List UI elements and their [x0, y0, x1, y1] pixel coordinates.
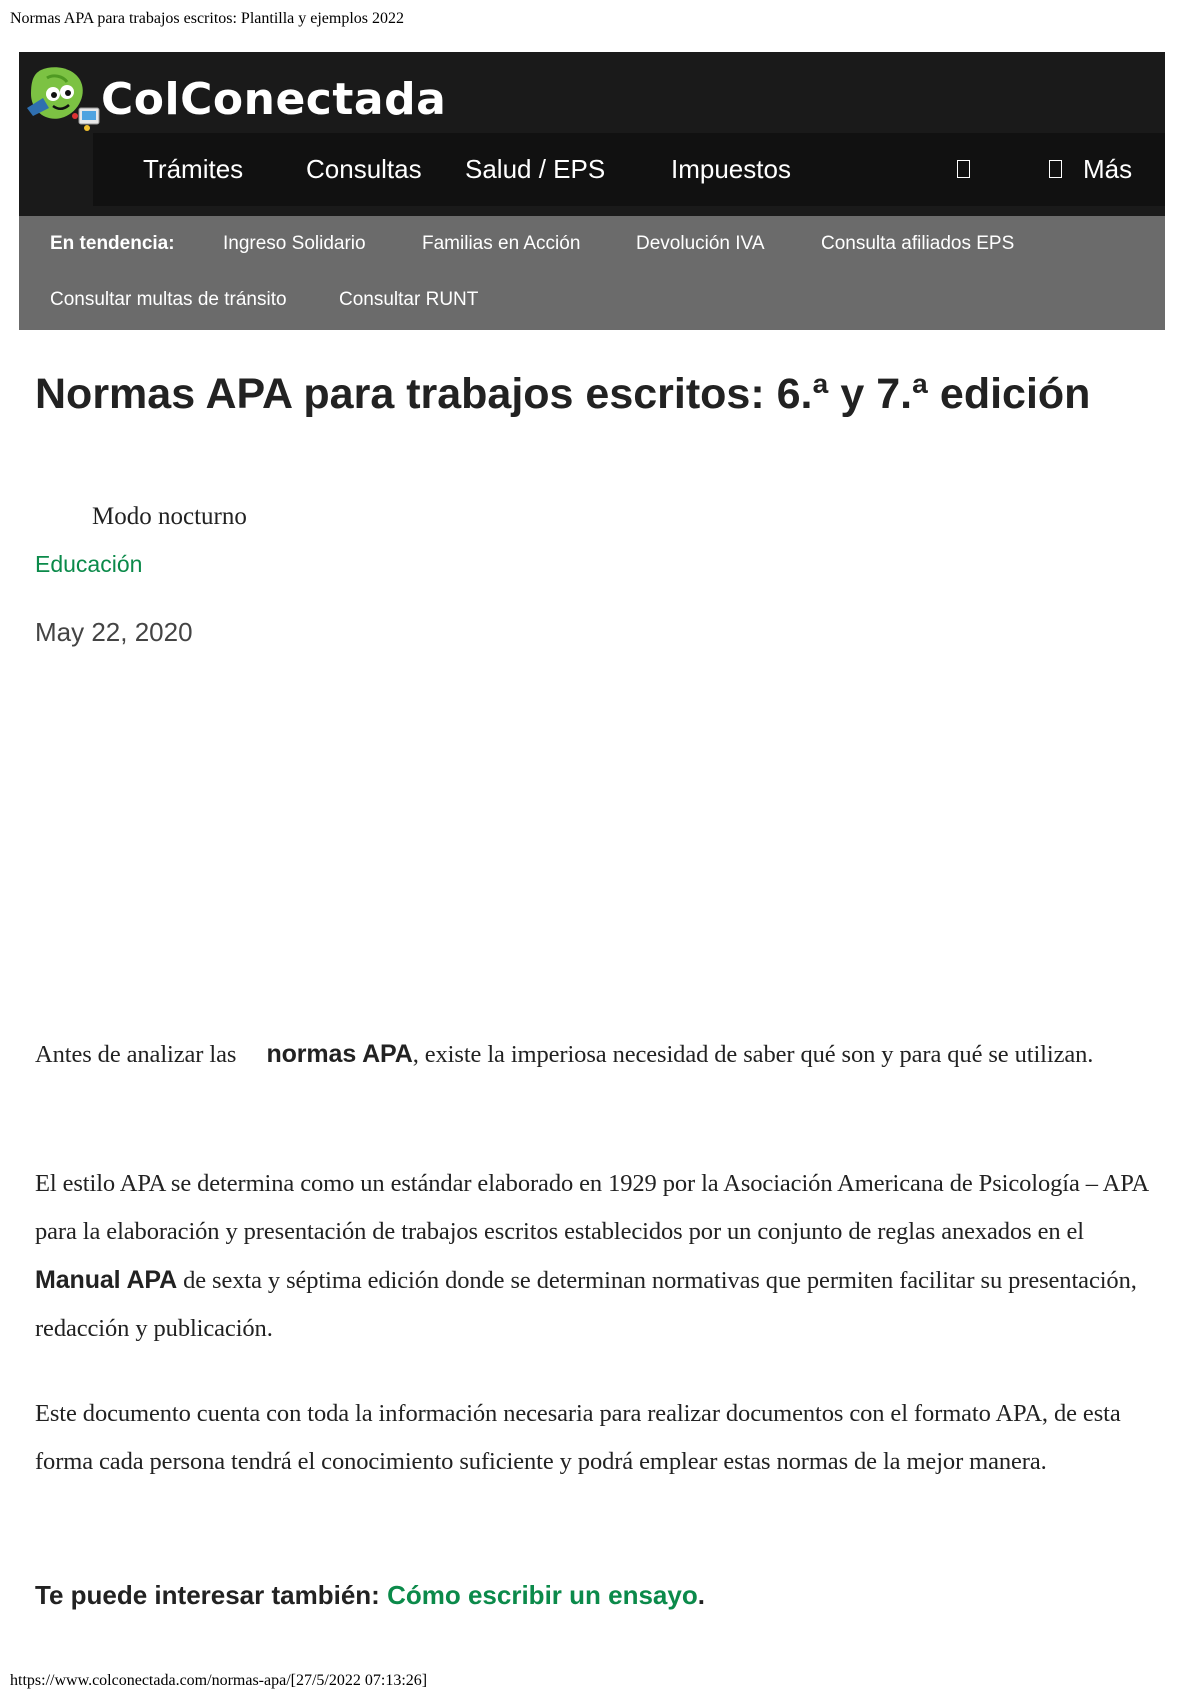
- trending-item-consultar-runt[interactable]: Consultar RUNT: [339, 289, 479, 310]
- nav-item-consultas[interactable]: Consultas: [306, 154, 422, 184]
- site-header: [19, 52, 1165, 216]
- article-category-link[interactable]: Educación: [35, 551, 143, 577]
- nav-item-impuestos[interactable]: Impuestos: [671, 154, 791, 184]
- trending-label: En tendencia:: [50, 233, 175, 254]
- paragraph-document-info: Este documento cuenta con toda la información necesaria para realizar documentos con el formato APA, de esta forma cada persona tendrá el conocimiento suficiente y podrá emplear estas normas de la mejor manera.: [35, 1400, 1121, 1475]
- paragraph-text: El estilo APA se determina como un estándar elaborado en 1929 por la Asociación Americana de Psicología – APA para la elaboración y presentación de trabajos escritos establecidos por un conjunto de reglas anexados en el: [35, 1170, 1148, 1245]
- related-article: [35, 1580, 705, 1611]
- trending-item-familias-en-accion[interactable]: Familias en Acción: [422, 233, 581, 254]
- trending-item-devolucion-iva[interactable]: Devolución IVA: [636, 233, 765, 254]
- post-date: May 22, 2020: [35, 617, 193, 647]
- paragraph-text: , existe la imperiosa necesidad de saber qué son y para qué se utilizan.: [412, 1041, 1094, 1068]
- paragraph-intro: [35, 1030, 1165, 1079]
- nav-more-button[interactable]: Más: [1083, 154, 1133, 184]
- menu-icon[interactable]: [1049, 160, 1062, 178]
- print-page-url: https://www.colconectada.com/normas-apa/[27/5/2022 07:13:26]: [10, 1672, 428, 1689]
- paragraph-text: de sexta y séptima edición donde se determinan normativas que permiten facilitar su presentación, redacción y publicación.: [35, 1267, 1137, 1342]
- article-title: Normas APA para trabajos escritos: 6.ª y 7.ª edición: [35, 370, 1091, 418]
- paragraph-apa-style: [35, 1160, 1165, 1353]
- site-logo[interactable]: [23, 64, 447, 134]
- trending-item-ingreso-solidario[interactable]: Ingreso Solidario: [223, 233, 366, 254]
- logo-mascot-icon: [23, 64, 103, 134]
- trending-item-consultar-multas[interactable]: Consultar multas de tránsito: [50, 289, 287, 310]
- strong-normas-apa: normas APA: [266, 1040, 413, 1068]
- search-icon[interactable]: [957, 160, 970, 178]
- trending-item-consulta-afiliados-eps[interactable]: Consulta afiliados EPS: [821, 233, 1015, 254]
- trending-bar: [19, 216, 1165, 330]
- related-end: .: [697, 1580, 705, 1610]
- main-nav: [93, 133, 1165, 206]
- strong-manual-apa: Manual APA: [35, 1266, 178, 1294]
- nav-item-salud-eps[interactable]: Salud / EPS: [465, 154, 606, 184]
- site-logo-text: ColConectada: [101, 74, 447, 125]
- paragraph-text: Antes de analizar las: [35, 1041, 237, 1068]
- print-page-title: Normas APA para trabajos escritos: Plantilla y ejemplos 2022: [10, 10, 405, 27]
- related-label: Te puede interesar también:: [35, 1580, 380, 1610]
- nav-item-tramites[interactable]: Trámites: [143, 154, 244, 184]
- related-article-link[interactable]: Cómo escribir un ensayo: [387, 1580, 698, 1610]
- dark-mode-toggle[interactable]: Modo nocturno: [92, 503, 247, 530]
